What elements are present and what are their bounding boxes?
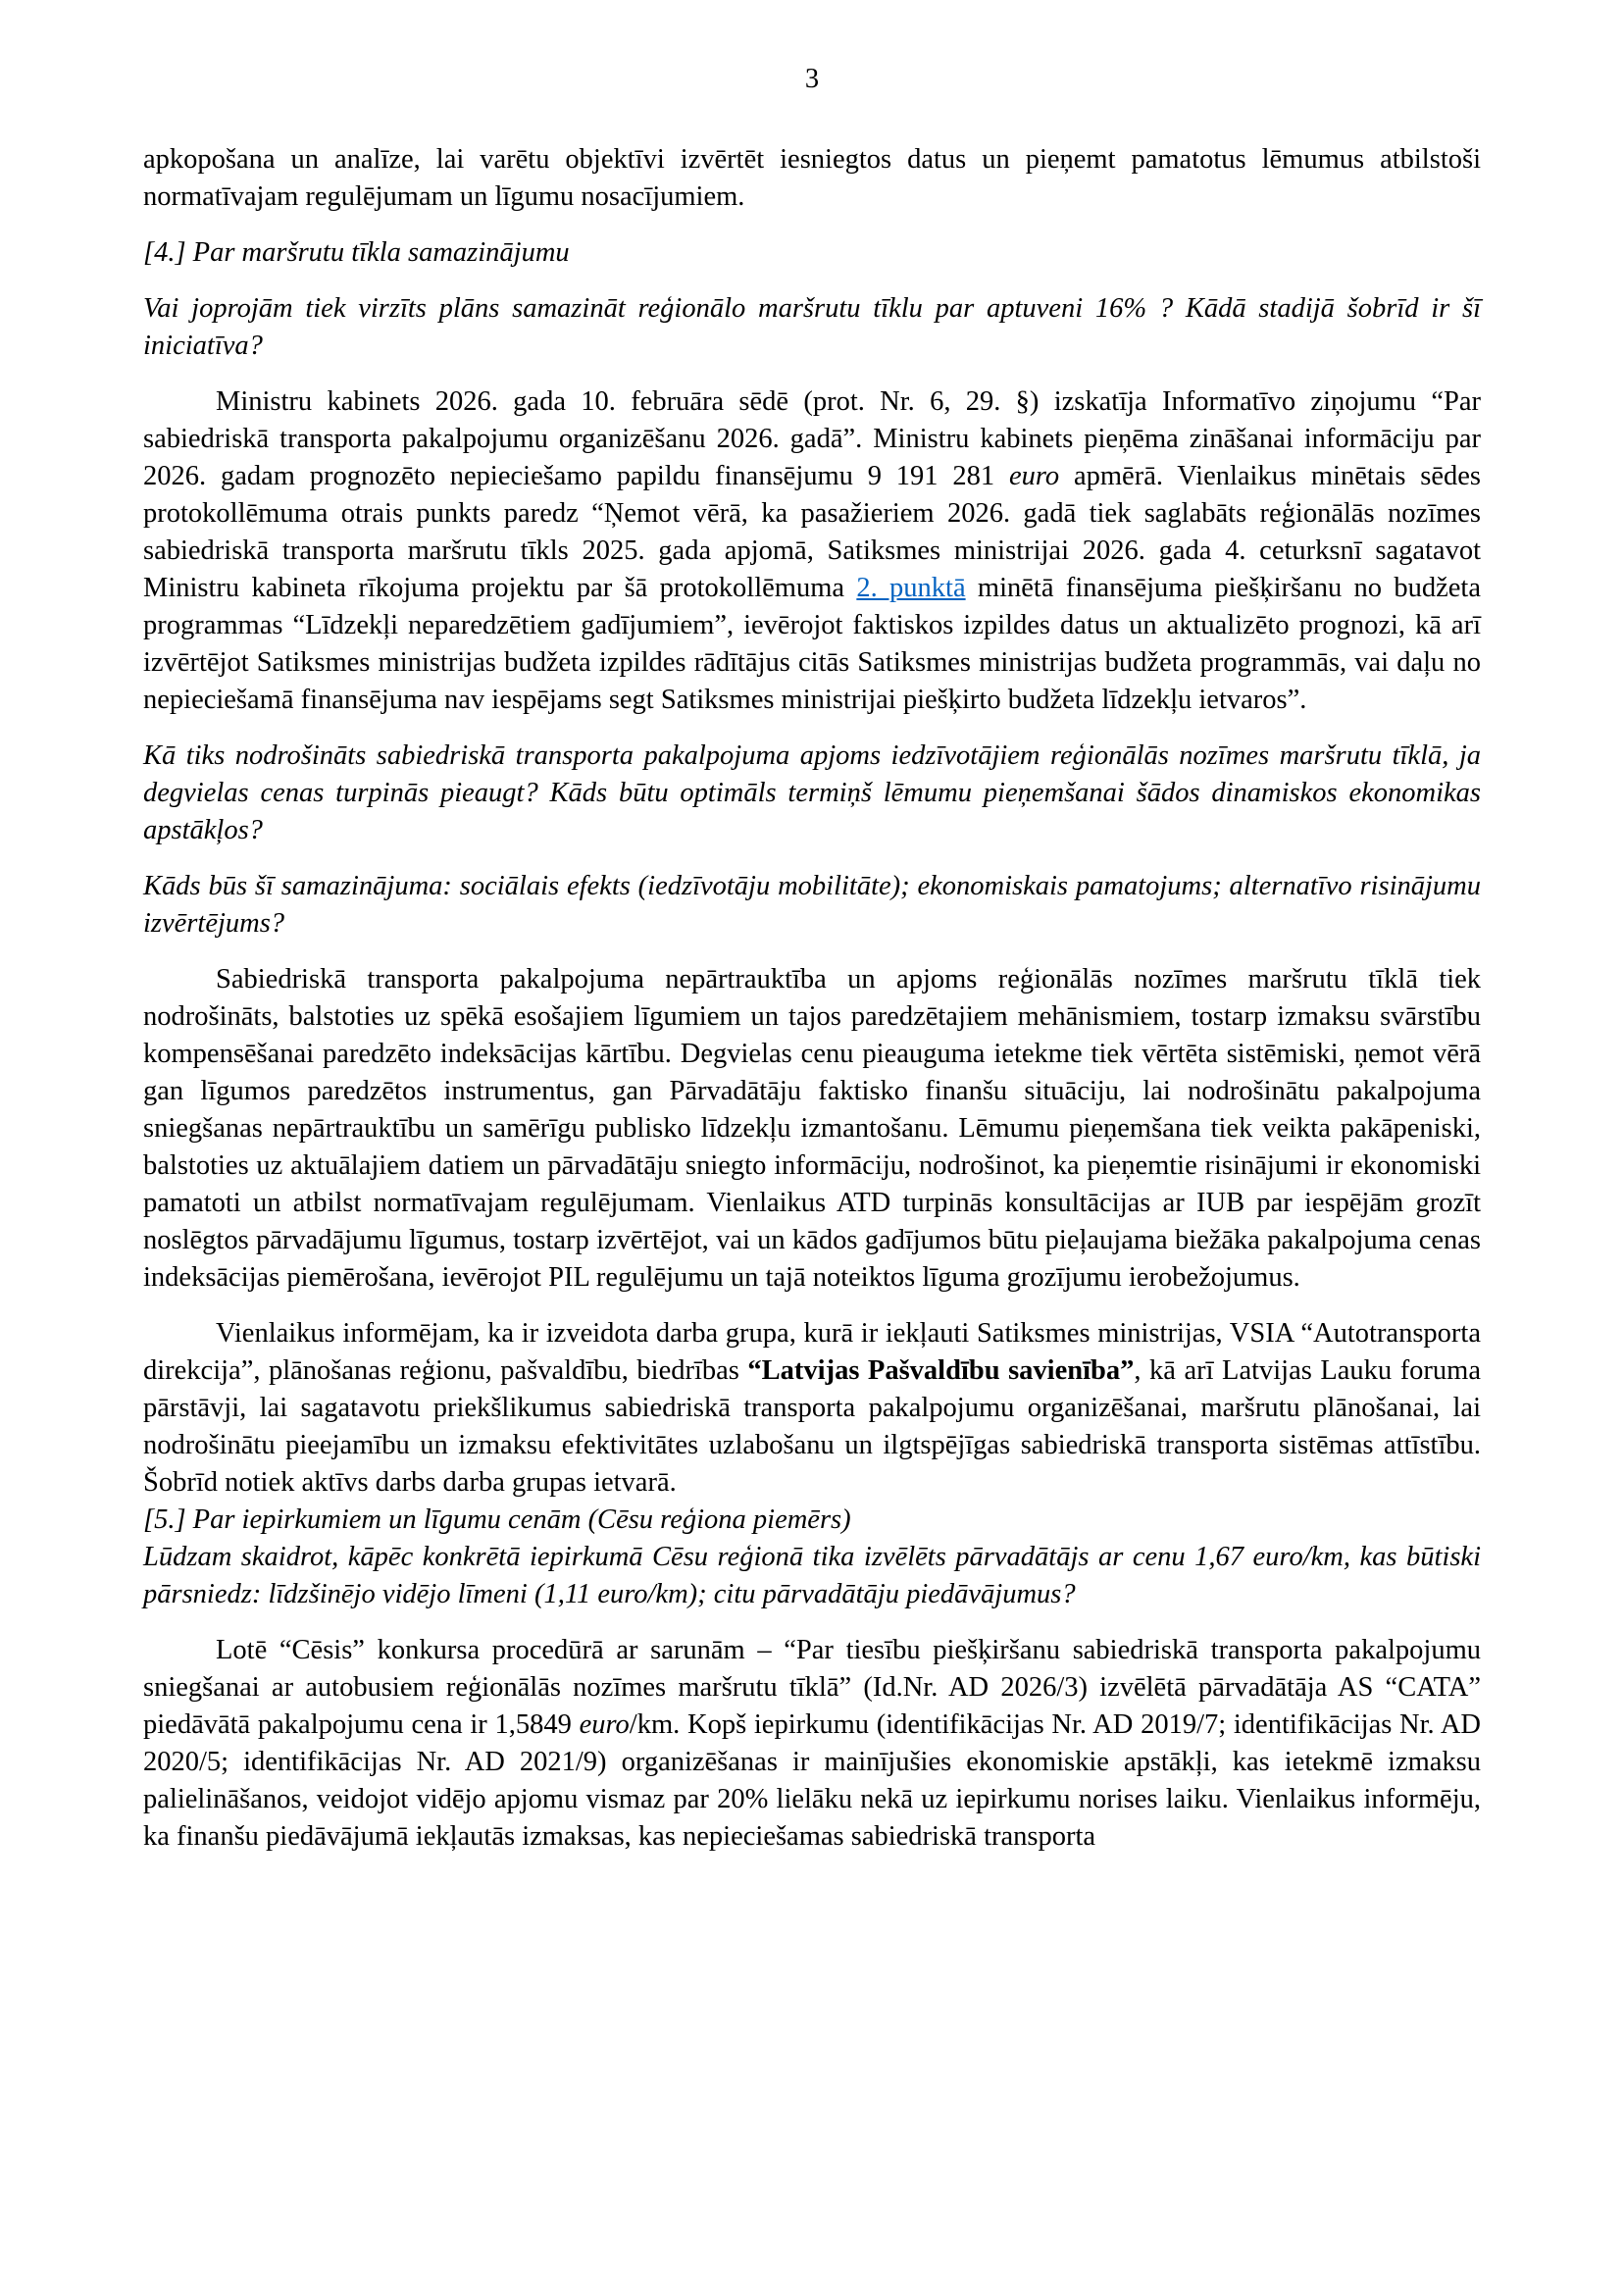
answer-text-segment: apmērā. Vienlaikus minētais sēdes protokollēmuma otrais punkts paredz “Ņemot vērā, ka pasažieriem 2026. gadā tiek saglabāts reģionālās nozīmes sabiedriskā transporta maršrutu tīkls 2025. gada apjomā, Satiksmes ministrijai 2026. gada 4. ceturksnī sagatavot Ministru kabineta rīkojuma projektu par šā protokollēmuma	[143, 461, 1481, 603]
section-5-heading: [5.] Par iepirkumiem un līgumu cenām (Cēsu reģiona piemērs)	[143, 1504, 851, 1535]
section-4-question-1: Vai joprojām tiek virzīts plāns samazināt reģionālo maršrutu tīklu par aptuveni 16% ? Kādā stadijā šobrīd ir šī iniciatīva?	[143, 293, 1481, 361]
page-number: 3	[804, 64, 820, 94]
euro-term: euro	[579, 1709, 630, 1740]
answer-text-segment: Ministru kabinets 2026. gada 10. februāra sēdē (prot. Nr. 6, 29. §) izskatīja Informatīvo ziņojumu “Par sabiedriskā transporta pakalpojumu organizēšanu 2026. gadā”. Ministru kabinets pieņēma zināšanai informāciju par 2026. gadam prognozēto nepieciešamo papildu finansējumu 9 191 281	[143, 386, 1481, 491]
section-4-question-3: Kāds būs šī samazinājuma: sociālais efekts (iedzīvotāju mobilitāte); ekonomiskais pamatojums; alternatīvo risinājumu izvērtējums?	[143, 871, 1481, 939]
section-4-answer-3	[143, 1315, 1481, 1502]
answer-text-segment: /km. Kopš iepirkumu (identifikācijas Nr. AD 2019/7; identifikācijas Nr. AD 2020/5; identifikācijas Nr. AD 2021/9) organizēšanas ir mainījušies ekonomiskie apstākļi, kas ietekmē izmaksu palielināšanos, veidojot vidējo apjomu vismaz par 20% lielāku nekā uz iepirkumu norises laiku. Vienlaikus informēju, ka finanšu piedāvājumā iekļautās izmaksas, kas nepieciešamas sabiedriskā transporta	[143, 1709, 1481, 1852]
answer-text-segment: , kā arī Latvijas Lauku foruma pārstāvji, lai sagatavotu priekšlikumus sabiedriskā transporta pakalpojumu organizēšanai, maršrutu plānošanai, lai nodrošinātu pieejamību un izmaksu efektivitātes uzlabošanu un ilgtspējīgas sabiedriskā transporta sistēmas attīstību. Šobrīd notiek aktīvs darbs darba grupas ietvarā.	[143, 1355, 1481, 1498]
section-4-heading: [4.] Par maršrutu tīkla samazinājumu	[143, 237, 570, 268]
answer-text-segment: minētā finansējuma piešķiršanu no budžeta programmas “Līdzekļi neparedzētiem gadījumiem”, ievērojot faktiskos izpildes datus un aktualizēto prognozi, kā arī izvērtējot Satiksmes ministrijas budžeta izpildes rādītājus citās Satiksmes ministrijas budžeta programmās, vai daļu no nepieciešamā finansējuma nav iespējams segt Satiksmes ministrijai piešķirto budžeta līdzekļu ietvaros”.	[143, 573, 1481, 715]
section-4-answer-1	[143, 383, 1481, 719]
section-5-question-1: Lūdzam skaidrot, kāpēc konkrētā iepirkumā Cēsu reģionā tika izvēlēts pārvadātājs ar cenu 1,67 euro/km, kas būtiski pārsniedz: līdzšinējo vidējo līmeni (1,11 euro/km); citu pārvadātāju piedāvājumus?	[143, 1542, 1481, 1609]
euro-term: euro	[1008, 461, 1060, 491]
answer-text-segment: Vienlaikus informējam, ka ir izveidota darba grupa, kurā ir iekļauti Satiksmes ministrijas, VSIA “Autotransporta direkcija”, plānošanas reģionu, pašvaldību, biedrības	[143, 1318, 1481, 1386]
section-5-answer-1	[143, 1632, 1481, 1856]
section-4-question-2: Kā tiks nodrošināts sabiedriskā transporta pakalpojuma apjoms iedzīvotājiem reģionālās nozīmes maršrutu tīklā, ja degvielas cenas turpinās pieaugt? Kāds būtu optimāls termiņš lēmumu pieņemšanai šādos dinamiskos ekonomikas apstākļos?	[143, 740, 1481, 845]
section-4-answer-2: Sabiedriskā transporta pakalpojuma nepārtrauktība un apjoms reģionālās nozīmes maršrutu tīklā tiek nodrošināts, balstoties uz spēkā esošajiem līgumiem un tajos paredzētajiem mehānismiem, tostarp izmaksu svārstību kompensēšanai paredzēto indeksācijas kārtību. Degvielas cenu pieauguma ietekme tiek vērtēta sistēmiski, ņemot vērā gan līgumos paredzētos instrumentus, gan Pārvadātāju faktisko finanšu situāciju, lai nodrošinātu pakalpojuma sniegšanas nepārtrauktību un samērīgu publisko līdzekļu izmantošanu. Lēmumu pieņemšana tiek veikta pakāpeniski, balstoties uz aktuālajiem datiem un pārvadātāju sniegto informāciju, nodrošinot, ka pieņemtie risinājumi ir ekonomiski pamatoti un atbilst normatīvajam regulējumam. Vienlaikus ATD turpinās konsultācijas ar IUB par iespējām grozīt noslēgtos pārvadājumu līgumus, tostarp izvērtējot, vai un kādos gadījumos būtu pieļaujama biežāka pakalpojuma cenas indeksācijas piemērošana, ievērojot PIL regulējumu un tajā noteiktos līguma grozījumu ierobežojumus.	[143, 964, 1481, 1293]
organization-name-bold: “Latvijas Pašvaldību savienība”	[747, 1355, 1135, 1386]
answer-text-segment: Lotē “Cēsis” konkursa procedūrā ar sarunām – “Par tiesību piešķiršanu sabiedriskā transporta pakalpojumu sniegšanai ar autobusiem reģionālās nozīmes maršrutu tīklā” (Id.Nr. AD 2026/3) izvēlētā pārvadātāja AS “CATA” piedāvātā pakalpojumu cena ir 1,5849	[143, 1635, 1481, 1740]
protocol-point-2-link[interactable]: 2. punktā	[856, 573, 966, 603]
intro-continuation-paragraph: apkopošana un analīze, lai varētu objektīvi izvērtēt iesniegtos datus un pieņemt pamatotus lēmumus atbilstoši normatīvajam regulējumam un līgumu nosacījumiem.	[143, 144, 1481, 212]
